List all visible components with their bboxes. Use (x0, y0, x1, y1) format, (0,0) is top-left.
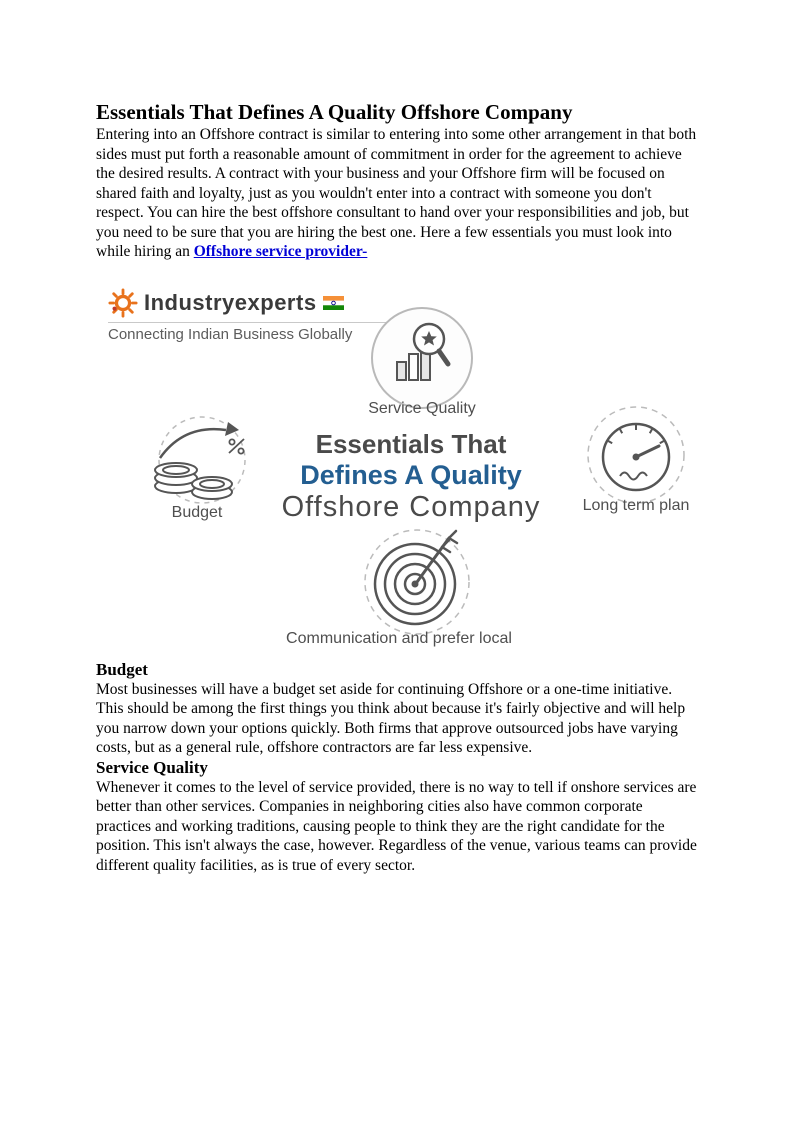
section-body-service-quality: Whenever it comes to the level of service provided, there is no way to tell if onshore services are better than other services. Companies in neighboring cities also have common corporate practices and working traditions, causing people to think they are the right candidate for the position. This isn't always the case, however. Regardless of the venue, various teams can provide different quality facilities, as is true of every sector. (96, 778, 697, 874)
headline-line1: Essentials That (315, 428, 507, 459)
gear-icon (108, 288, 138, 318)
label-communication: Communication and prefer local (286, 629, 512, 647)
section-heading-service-quality: Service Quality (96, 757, 208, 777)
offshore-service-provider-link[interactable]: Offshore service provider- (193, 243, 368, 261)
label-long-term-plan: Long term plan (582, 496, 690, 514)
industryexperts-logo (108, 288, 388, 323)
gauge-icon (584, 405, 688, 509)
india-flag-icon (323, 296, 344, 310)
label-budget: Budget (171, 503, 223, 521)
label-service-quality: Service Quality (368, 399, 476, 417)
logo-tagline: Connecting Indian Business Globally (108, 325, 353, 343)
page-title: Essentials That Defines A Quality Offshore Company (96, 100, 573, 124)
infographic-image (96, 284, 716, 660)
intro-paragraph (96, 125, 697, 262)
coins-growth-icon (144, 412, 254, 506)
dart-target-icon (361, 524, 473, 636)
infographic-headline (246, 430, 576, 524)
logo-text: Industryexperts (144, 289, 317, 315)
headline-line3: Offshore Company (281, 490, 541, 523)
intro-text: Entering into an Offshore contract is similar to entering into some other arrangement in that both sides must put forth a reasonable amount of commitment in order for the agreement to achieve the desired results. A contract with your business and your Offshore firm will be focused on shared faith and loyalty, just as you wouldn't enter into a contract with someone you don't respect. You can hire the best offshore consultant to hand over your responsibilities and job, but you need to be sure that you are hiring the best one. Here a few essentials you must look into while hiring an (96, 126, 697, 261)
section-heading-budget: Budget (96, 659, 148, 679)
section-body-budget: Most businesses will have a budget set aside for continuing Offshore or a one-time initiative. This should be among the first things you think about because it's fairly objective and will help you narrow down your options quickly. Both firms that approve outsourced jobs have varying costs, but as a general rule, offshore contractors are far less expensive. (96, 680, 686, 757)
headline-line2: Defines A Quality (300, 459, 522, 490)
magnifier-star-chart-icon (370, 306, 474, 410)
